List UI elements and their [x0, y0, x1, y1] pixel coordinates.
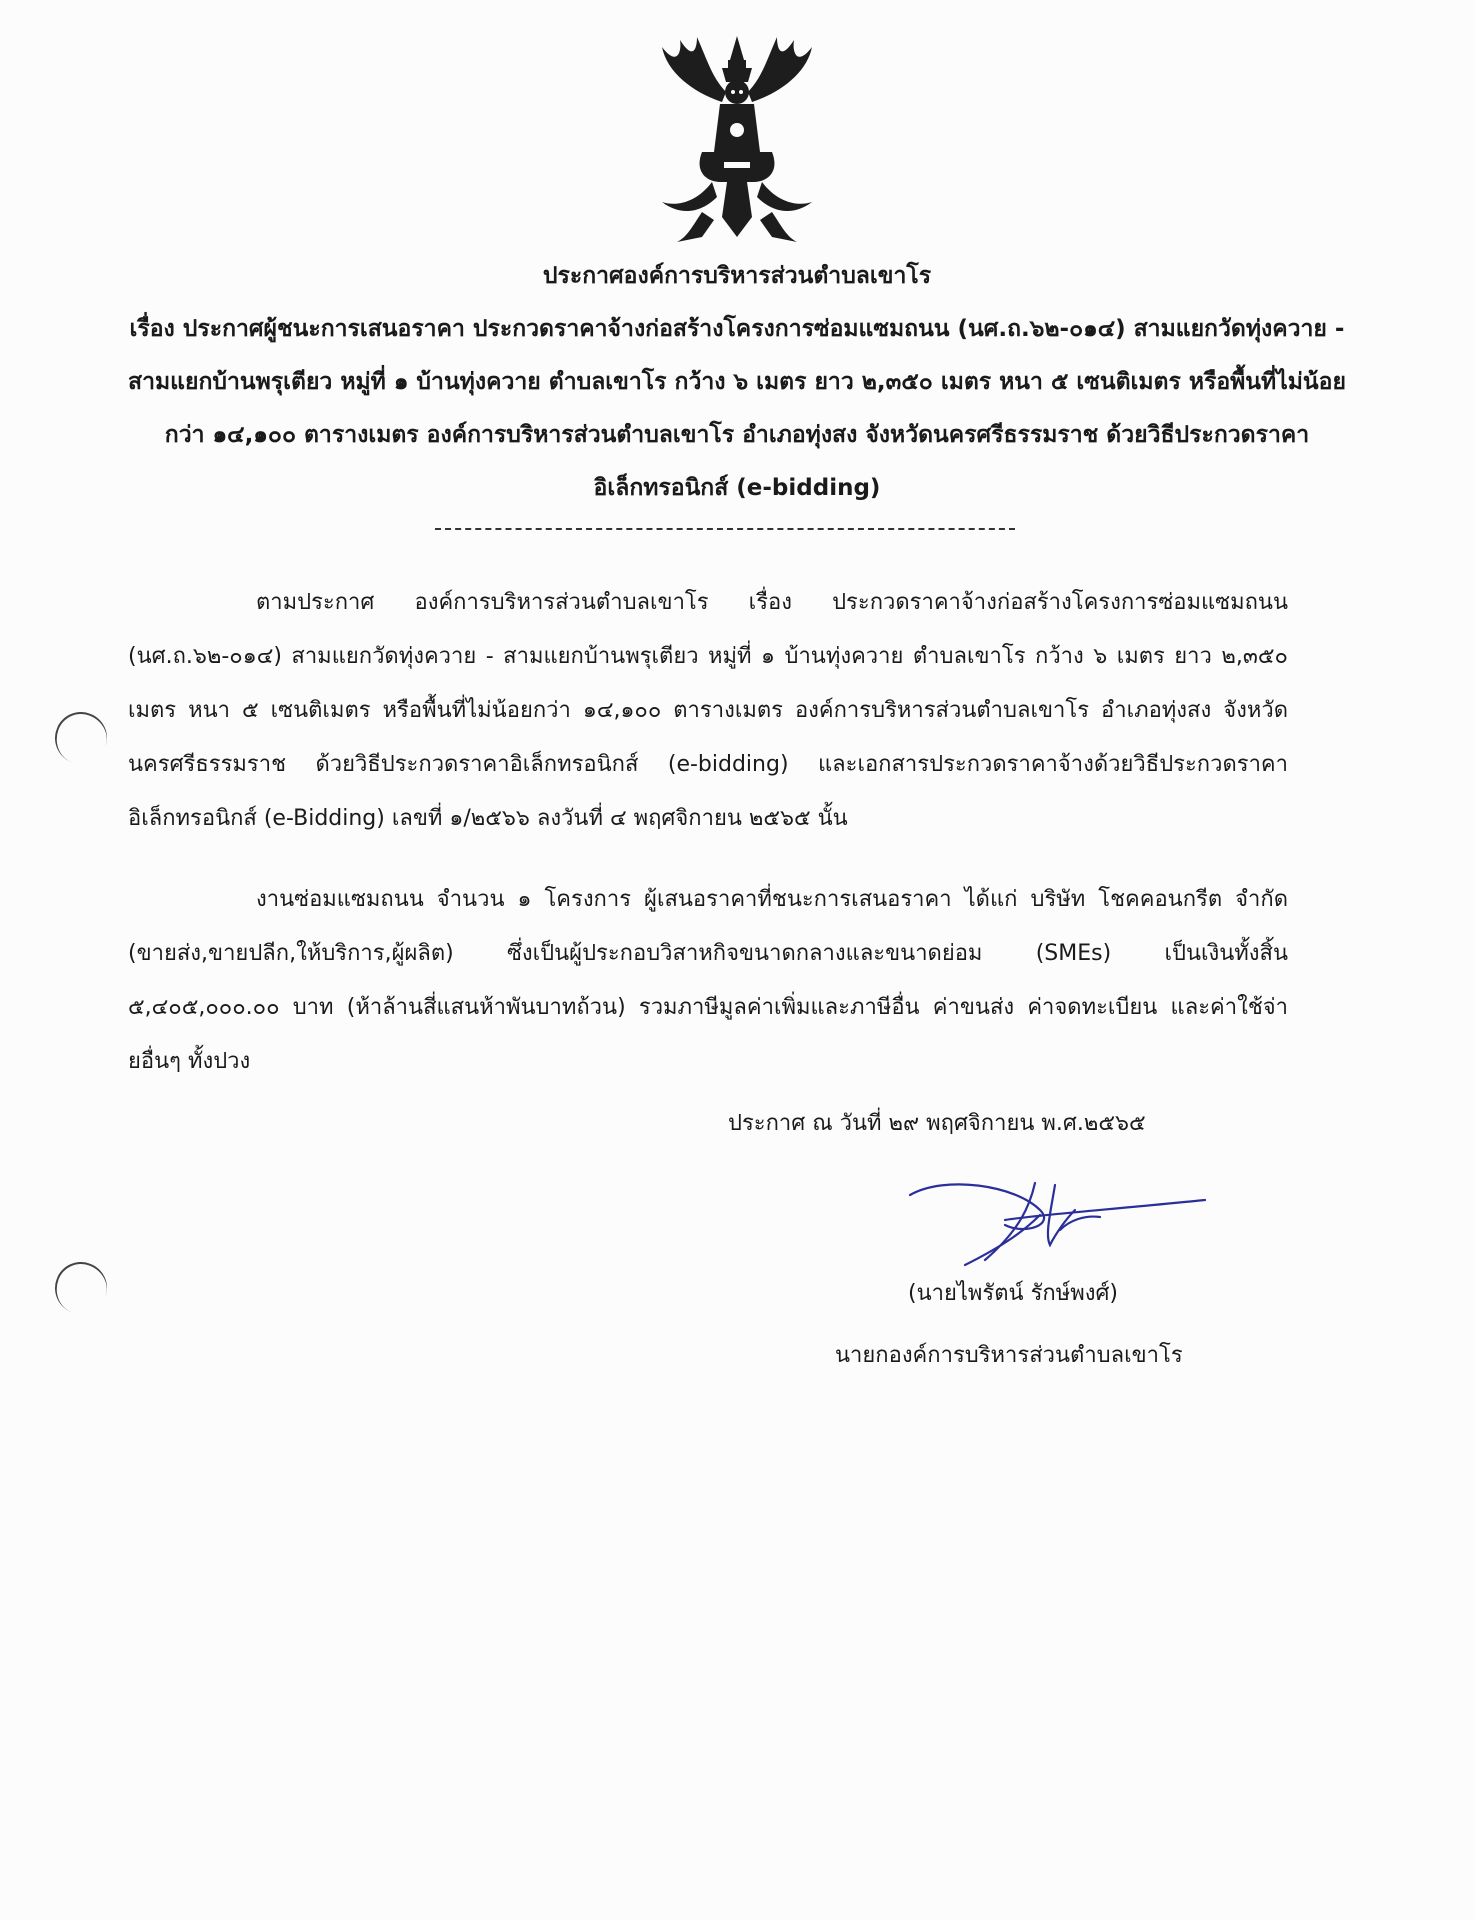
body-paragraph-2: งานซ่อมแซมถนน จำนวน ๑ โครงการ ผู้เสนอราคาที่ชนะการเสนอราคา ได้แก่ บริษัท โชคคอนกรีต จำกัด (ขายส่ง,ขายปลีก,ให้บริการ,ผู้ผลิต) ซึ่งเป็นผู้ประกอบวิสาหกิจขนาดกลางและขนาดย่อม (SMEs) เป็นเงินทั้งสิ้น ๕,๔๐๕,๐๐๐.๐๐ บาท (ห้าล้านสี่แสนห้าพันบาทถ้วน) รวมภาษีมูลค่าเพิ่มและภาษีอื่น ค่าขนส่ง ค่าจดทะเบียน และค่าใช้จ่ายอื่นๆ ทั้งปวง [128, 887, 1288, 1074]
dashed-divider [435, 528, 1015, 530]
signer-title: นายกองค์การบริหารส่วนตำบลเขาโร [835, 1343, 1183, 1368]
organization-title: ประกาศองค์การบริหารส่วนตำบลเขาโร [542, 263, 932, 289]
punch-hole-mark [48, 705, 115, 772]
announcement-heading [110, 250, 1364, 515]
body-paragraph-1: ตามประกาศ องค์การบริหารส่วนตำบลเขาโร เรื่อง ประกวดราคาจ้างก่อสร้างโครงการซ่อมแซมถนน (นศ.ถ.๖๒-๐๑๔) สามแยกวัดทุ่งควาย - สามแยกบ้านพรุเตียว หมู่ที่ ๑ บ้านทุ่งควาย ตำบลเขาโร กว้าง ๖ เมตร ยาว ๒,๓๕๐ เมตร หนา ๕ เซนติเมตร หรือพื้นที่ไม่น้อยกว่า ๑๔,๑๐๐ ตารางเมตร องค์การบริหารส่วนตำบลเขาโร อำเภอทุ่งสง จังหวัดนครศรีธรรมราช ด้วยวิธีประกวดราคาอิเล็กทรอนิกส์ (e-bidding) และเอกสารประกวดราคาจ้างด้วยวิธีประกวดราคาอิเล็กทรอนิกส์ (e-Bidding) เลขที่ ๑/๒๕๖๖ ลงวันที่ ๔ พฤศจิกายน ๒๕๖๕ นั้น [128, 590, 1288, 831]
punch-hole-mark [48, 1255, 115, 1322]
signer-name: (นายไพรัตน์ รักษ์พงศ์) [908, 1281, 1118, 1306]
subject-line: เรื่อง ประกาศผู้ชนะการเสนอราคา ประกวดราคาจ้างก่อสร้างโครงการซ่อมแซมถนน (นศ.ถ.๖๒-๐๑๔) สามแยกวัดทุ่งควาย - สามแยกบ้านพรุเตียว หมู่ที่ ๑ บ้านทุ่งควาย ตำบลเขาโร กว้าง ๖ เมตร ยาว ๒,๓๕๐ เมตร หนา ๕ เซนติเมตร หรือพื้นที่ไม่น้อยกว่า ๑๔,๑๐๐ ตารางเมตร องค์การบริหารส่วนตำบลเขาโร อำเภอทุ่งสง จังหวัดนครศรีธรรมราช ด้วยวิธีประกวดราคาอิเล็กทรอนิกส์ (e-bidding) [128, 316, 1346, 501]
garuda-emblem-icon [642, 32, 832, 247]
handwritten-signature [905, 1175, 1215, 1275]
announcement-date: ประกาศ ณ วันที่ ๒๙ พฤศจิกายน พ.ศ.๒๕๖๕ [728, 1111, 1146, 1136]
